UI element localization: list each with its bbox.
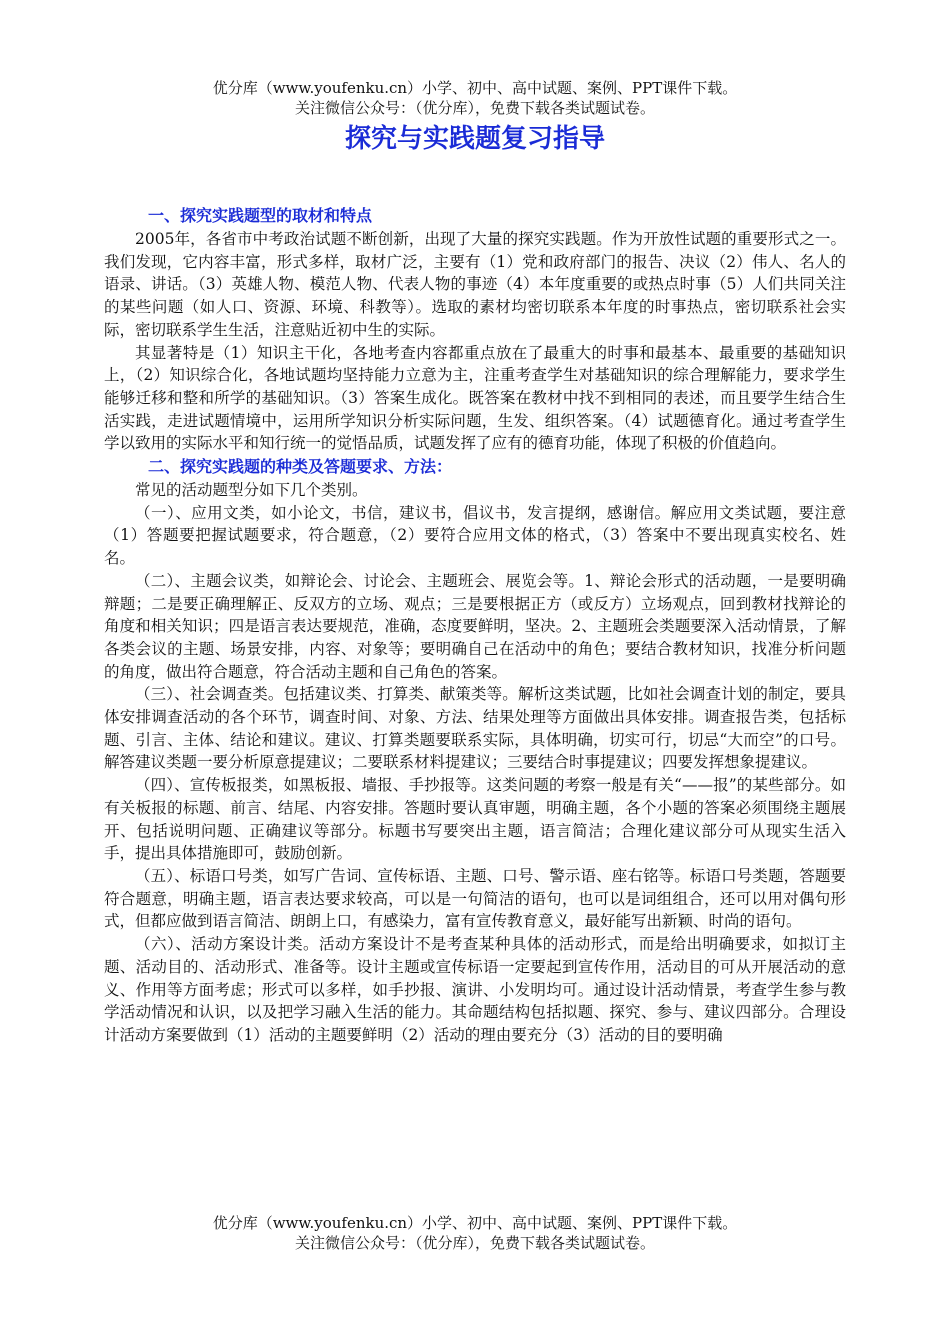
- section-heading-1: 一、探究实践题型的取材和特点: [148, 206, 373, 225]
- paragraph: （一）、应用文类，如小论文，书信，建议书，倡议书，发言提纲，感谢信。解应用文类试题，要注意（1）答题要把握试题要求，符合题意，（2）要符合应用文体的格式，（3）答案中不要出现真实校名、姓名。: [104, 503, 846, 568]
- section-heading-2: 二、探究实践题的种类及答题要求、方法：: [148, 457, 453, 477]
- footer-line-1: 优分库（www.youfenku.cn）小学、初中、高中试题、案例、PPT课件下载。: [212, 1214, 738, 1232]
- paragraph: （四）、宣传板报类，如黑板报、墙报、手抄报等。这类问题的考察一般是有关“——报”的某些部分。如有关板报的标题、前言、结尾、内容安排。答题时要认真审题，明确主题，各个小题的答案必须围绕主题展开、包括说明问题、正确建议等部分。标题书写要突出主题，语言简洁；合理化建议部分可从现实生活入手，提出具体措施即可，鼓励创新。: [104, 776, 846, 863]
- paragraph: （五）、标语口号类，如写广告词、宣传标语、主题、口号、警示语、座右铭等。标语口号类题，答题要符合题意，明确主题，语言表达要求较高，可以是一句简洁的语句，也可以是词组组合，还可以用对偶句形式，但都应做到语言简洁、朗朗上口，有感染力，富有宣传教育意义，最好能写出新颖、时尚的语句。: [104, 866, 846, 931]
- page-footer: [0, 1213, 950, 1253]
- paragraph: （三）、社会调查类。包括建议类、打算类、献策类等。解析这类试题，比如社会调查计划的制定，要具体安排调查活动的各个环节，调查时间、对象、方法、结果处理等方面做出具体安排。调查报告类，包括标题、引言、主体、结论和建议。建议、打算类题要联系实际，具体明确，切实可行，切忌“大而空”的口号。解答建议类题一要分析原意提建议；二要联系材料提建议；三要结合时事提建议；四要发挥想象提建议。: [104, 685, 846, 772]
- paragraph: （二）、主题会议类，如辩论会、讨论会、主题班会、展览会等。1、辩论会形式的活动题，一是要明确辩题；二是要正确理解正、反双方的立场、观点；三是要根据正方（或反方）立场观点，回到教材找辩论的角度和相关知识；四是语言表达要规范，准确，态度要鲜明，坚决。2、主题班会类题要深入活动情景，了解各类会议的主题、场景安排，内容、对象等；要明确自己在活动中的角色；要结合教材知识，找准分析问题的角度，做出符合题意，符合活动主题和自己角色的答案。: [104, 571, 846, 681]
- document-body: [104, 204, 846, 1047]
- header-line-2: 关注微信公众号：（优分库），免费下载各类试题试卷。: [294, 99, 655, 117]
- header-line-1: 优分库（www.youfenku.cn）小学、初中、高中试题、案例、PPT课件下载。: [212, 79, 738, 97]
- paragraph: （六）、活动方案设计类。活动方案设计不是考查某种具体的活动形式，而是给出明确要求，如拟订主题、活动目的、活动形式、准备等。设计主题或宣传标语一定要起到宣传作用，活动目的可从开展活动的意义、作用等方面考虑；形式可以多样，如手抄报、演讲、小发明均可。通过设计活动情景，考查学生参与教学活动情况和认识，以及把学习融入生活的能力。其命题结构包括拟题、探究、参与、建议四部分。合理设计活动方案要做到（1）活动的主题要鲜明（2）活动的理由要充分（3）活动的目的要明确: [104, 935, 846, 1044]
- paragraph: 2005年，各省市中考政治试题不断创新，出现了大量的探究实践题。作为开放性试题的重要形式之一。我们发现，它内容丰富，形式多样，取材广泛，主要有（1）党和政府部门的报告、决议（2）伟人、名人的语录、讲话。（3）英雄人物、模范人物、代表人物的事迹（4）本年度重要的或热点时事（5）人们共同关注的某些问题（如人口、资源、环境、科教等）。选取的素材均密切联系本年度的时事热点，密切联系社会实际，密切联系学生生活，注意贴近初中生的实际。: [104, 230, 846, 339]
- paragraph: 其显著特是（1）知识主干化，各地考查内容都重点放在了最重大的时事和最基本、最重要的基础知识上，（2）知识综合化，各地试题均坚持能力立意为主，注重考查学生对基础知识的综合理解能力，要求学生能够迁移和整和所学的基础知识。（3）答案生成化。既答案在教材中找不到相同的表述，而且要学生结合生活实践，走进试题情境中，运用所学知识分析实际问题，生发、组织答案。（4）试题德育化。通过考查学生学以致用的实际水平和知行统一的觉悟品质，试题发挥了应有的德育功能，体现了积极的价值趋向。: [104, 343, 846, 453]
- document-title: 探究与实践题复习指导: [344, 124, 605, 154]
- page-header: [0, 78, 950, 118]
- footer-line-2: 关注微信公众号：（优分库），免费下载各类试题试卷。: [294, 1234, 655, 1252]
- paragraph: 常见的活动题型分如下几个类别。: [135, 481, 368, 500]
